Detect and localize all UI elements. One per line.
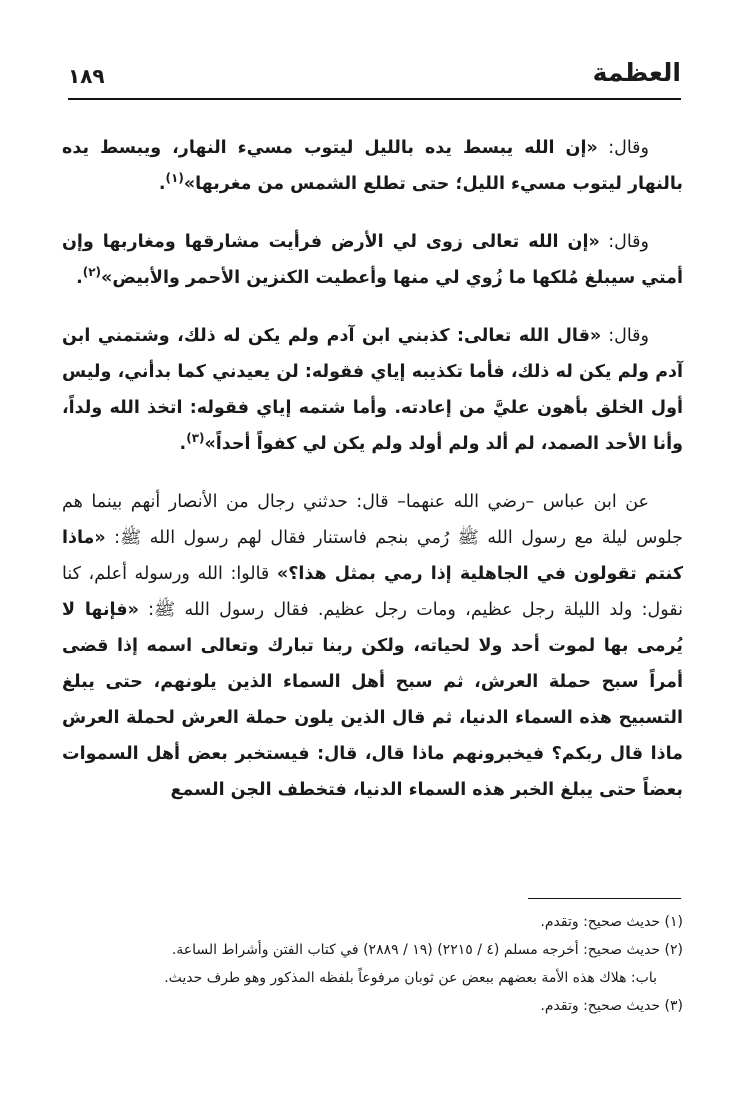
- hadith-text: «إن الله تعالى زوى لي الأرض فرأيت مشارقها ومغاربها وإن أمتي سيبلغ مُلكها ما زُوي لي منها وأعطيت الكنزين الأحمر والأبيض»: [62, 232, 683, 288]
- footnote-1: (١) حديث صحيح: وتقدم.: [540, 914, 683, 930]
- narration-lead: وقال:: [599, 232, 649, 252]
- narration-lead: وقال:: [601, 326, 649, 346]
- hadith-paragraph-3: وقال: «قال الله تعالى: كذبني ابن آدم ولم يكن له ذلك، وشتمني ابن آدم ولم يكن له ذلك، فأما تكذيبه إياي فقوله: لن يعيدني كما بدأني، وليس أول الخلق بأهون عليَّ من إعادته. وأما شتمه إياي فقوله: اتخذ الله ولداً، وأنا الأحد الصمد، لم ألد ولم أولد ولم يكن لي كفواً أحداً»$^{(٣)}$.: [62, 326, 683, 454]
- footnote-marker: (٣): [186, 431, 205, 446]
- hadith-paragraph-1: وقال: «إن الله يبسط يده بالليل ليتوب مسيء النهار، ويبسط يده بالنهار ليتوب مسيء الليل؛ حتى تطلع الشمس من مغربها»$^{(١)}$.: [62, 138, 683, 194]
- hadith-text: «إن الله يبسط يده بالليل ليتوب مسيء النهار، ويبسط يده بالنهار ليتوب مسيء الليل؛ حتى تطلع الشمس من مغربها»: [62, 138, 683, 194]
- narration-paragraph: [62, 484, 683, 808]
- hadith-paragraph-2: وقال: «إن الله تعالى زوى لي الأرض فرأيت مشارقها ومغاربها وإن أمتي سيبلغ مُلكها ما زُوي لي منها وأعطيت الكنزين الأحمر والأبيض»$^{(٢)}$.: [62, 232, 683, 288]
- narration-text: عن ابن عباس –رضي الله عنهما– قال: حدثني رجال من الأنصار أنهم بينما هم جلوس ليلة مع رسول الله ﷺ رُمي بنجم فاستنار فقال لهم رسول الله ﷺ:: [62, 492, 683, 548]
- page-number: ١٨٩: [68, 64, 105, 88]
- footnote-2-continuation: باب: هلاك هذه الأمة بعضهم ببعض عن ثوبان مرفوعاً بلفظه المذكور وهو طرف حديث.: [164, 970, 657, 986]
- prophet-quote: «فإنها لا يُرمى بها لموت أحد ولا لحياته، ولكن ربنا تبارك وتعالى اسمه إذا قضى أمراً سبح حملة العرش، ثم سبح أهل السماء الذين يلونهم، حتى يبلغ التسبيح هذه السماء الدنيا، ثم قال الذين يلون حملة العرش لحملة العرش ماذا قال ربكم؟ فيخبرونهم ماذا قال، قال: فيستخبر بعض أهل السموات بعضاً حتى يبلغ الخبر هذه السماء الدنيا، فتخطف الجن السمع: [62, 600, 683, 800]
- footnote-2: (٢) حديث صحيح: أخرجه مسلم (٤ / ٢٢١٥) (١٩ / ٢٨٨٩) في كتاب الفتن وأشراط الساعة.: [171, 942, 683, 958]
- footnote-marker: (٢): [82, 265, 102, 280]
- footnote-divider: [528, 898, 681, 899]
- footnote-3: (٣) حديث صحيح: وتقدم.: [540, 998, 683, 1014]
- main-text: [62, 130, 683, 808]
- header-divider: [68, 98, 681, 100]
- hadith-text: «قال الله تعالى: كذبني ابن آدم ولم يكن له ذلك، وشتمني ابن آدم ولم يكن له ذلك، فأما تكذيبه إياي فقوله: لن يعيدني كما بدأني، وليس أول الخلق بأهون عليَّ من إعادته. وأما شتمه إياي فقوله: اتخذ الله ولداً، وأنا الأحد الصمد، لم ألد ولم أولد ولم يكن لي كفواً أحداً»: [62, 326, 683, 454]
- narration-text: قالوا: الله ورسوله أعلم، كنا نقول: ولد الليلة رجل عظيم، ومات رجل عظيم. فقال رسول الله ﷺ:: [62, 564, 684, 620]
- footnotes: [62, 908, 683, 1020]
- prophet-quote: «ماذا كنتم تقولون في الجاهلية إذا رمي بمثل هذا؟»: [62, 528, 683, 584]
- narration-lead: وقال:: [597, 138, 649, 158]
- footnote-marker: (١): [165, 171, 184, 186]
- running-title: العظمة: [592, 58, 681, 87]
- page-header: [68, 56, 681, 96]
